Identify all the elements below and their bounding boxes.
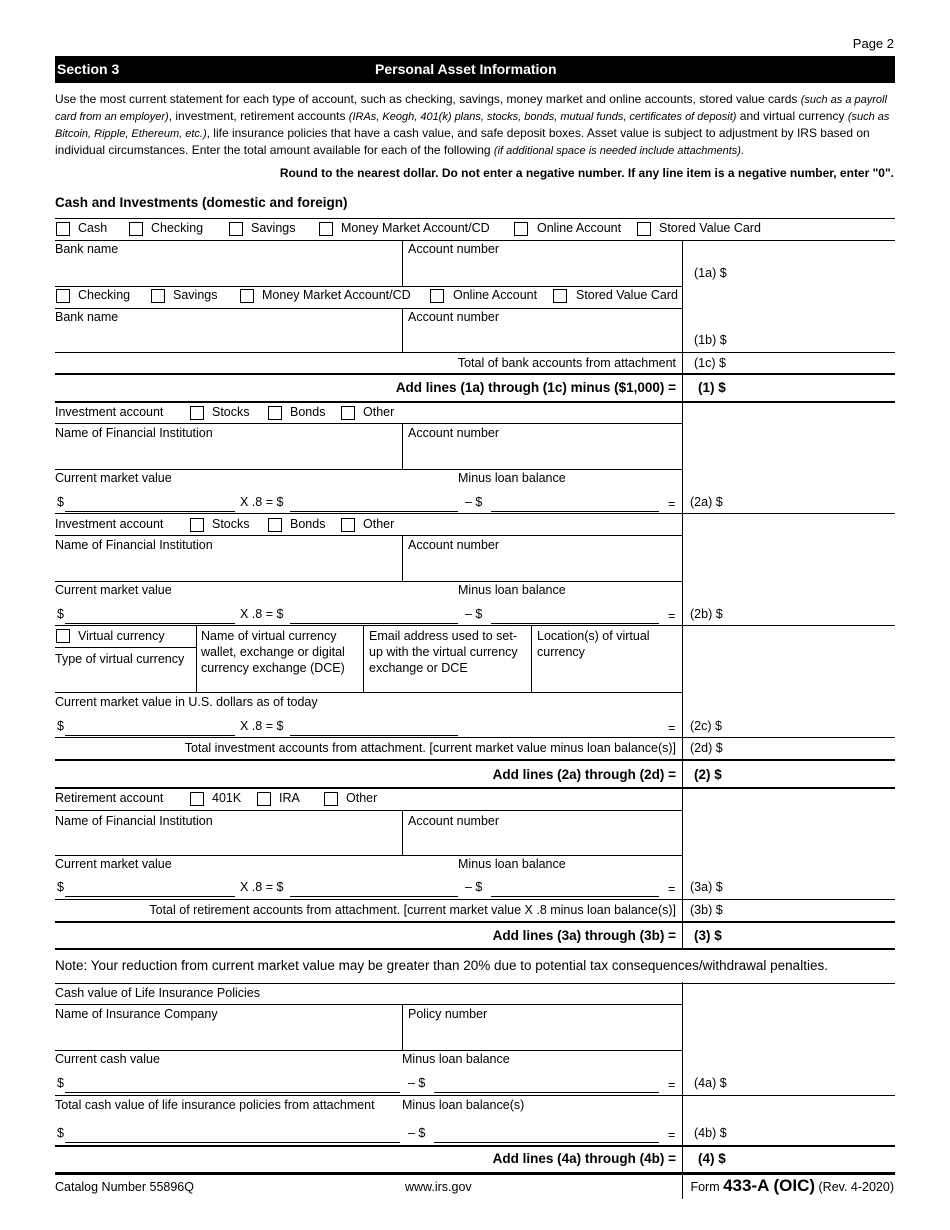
- bonds-label: Bonds: [290, 405, 326, 419]
- equals-sign-4: =: [668, 882, 676, 896]
- total-line-3[interactable]: (3) $: [694, 928, 722, 943]
- other-label-2: Other: [363, 517, 395, 531]
- other-checkbox-2[interactable]: [341, 518, 355, 532]
- minus-loan-label-2: Minus loan balance: [458, 583, 566, 597]
- stocks-checkbox-2[interactable]: [190, 518, 204, 532]
- cmv-label-2: Current market value: [55, 583, 172, 597]
- times-label: X .8 = $: [240, 495, 284, 509]
- virtual-type-label[interactable]: Type of virtual currency: [55, 652, 185, 666]
- attach-loan-input[interactable]: [434, 1142, 659, 1143]
- times-label-3: X .8 = $: [240, 719, 284, 733]
- stored-value-checkbox[interactable]: [637, 222, 651, 236]
- life-insurance-heading: Cash value of Life Insurance Policies: [55, 986, 260, 1000]
- cash-checkbox[interactable]: [56, 222, 70, 236]
- times-label-4: X .8 = $: [240, 880, 284, 894]
- checking-checkbox[interactable]: [129, 222, 143, 236]
- online-account-label-2: Online Account: [453, 288, 538, 302]
- online-account-label: Online Account: [537, 221, 622, 235]
- cash-label: Cash: [78, 221, 108, 235]
- retirement-attachment-label: Total of retirement accounts from attachment. [current market value X .8 minus loan balance(s)]: [149, 903, 676, 917]
- minus-label-6: – $: [408, 1126, 426, 1140]
- savings-checkbox[interactable]: [229, 222, 243, 236]
- virtual-cmv-label: Current market value in U.S. dollars as of today: [55, 695, 318, 709]
- policy-number-label[interactable]: Policy number: [408, 1007, 488, 1021]
- line-1c[interactable]: (1c) $: [694, 356, 726, 370]
- page-number: Page 2: [852, 36, 894, 51]
- minus-label: – $: [465, 495, 483, 509]
- bonds-checkbox-2[interactable]: [268, 518, 282, 532]
- account-number-label-2[interactable]: Account number: [408, 310, 500, 324]
- savings-label: Savings: [251, 221, 296, 235]
- checking-label-2: Checking: [78, 288, 131, 302]
- ira-checkbox[interactable]: [257, 792, 271, 806]
- investment-account-number-2[interactable]: Account number: [408, 538, 500, 552]
- checking-label: Checking: [151, 221, 204, 235]
- line-3b[interactable]: (3b) $: [690, 903, 723, 917]
- money-market-checkbox[interactable]: [319, 222, 333, 236]
- virtual-email-label[interactable]: Email address used to set-up with the virtual currency exchange or DCE: [369, 629, 518, 675]
- equals-sign-2: =: [668, 609, 676, 623]
- stocks-checkbox[interactable]: [190, 406, 204, 420]
- line-2d[interactable]: (2d) $: [690, 741, 723, 755]
- money-market-label: Money Market Account/CD: [341, 221, 490, 235]
- investment-account-number[interactable]: Account number: [408, 426, 500, 440]
- retirement-account-label: Retirement account: [55, 791, 164, 805]
- retirement-cmv-input[interactable]: [65, 896, 235, 897]
- ira-label: IRA: [279, 791, 300, 805]
- bonds-label-2: Bonds: [290, 517, 326, 531]
- loan-input-2[interactable]: [491, 623, 659, 624]
- dollar-sign: $: [57, 495, 64, 509]
- line-2a[interactable]: (2a) $: [690, 495, 723, 509]
- bonds-checkbox[interactable]: [268, 406, 282, 420]
- virtual-location-label[interactable]: Location(s) of virtual currency: [537, 629, 650, 659]
- dollar-sign-5: $: [57, 1076, 64, 1090]
- total-3-label: Add lines (3a) through (3b) =: [492, 928, 676, 943]
- round-note: Round to the nearest dollar. Do not enter a negative number. If any line item is a negative number, enter "0".: [279, 166, 894, 180]
- form-name: Form 433-A (OIC) (Rev. 4-2020): [690, 1176, 894, 1195]
- life-minus-loans-label: Minus loan balance(s): [402, 1098, 525, 1112]
- bank-attachment-label: Total of bank accounts from attachment: [457, 356, 676, 370]
- catalog-number: Catalog Number 55896Q: [55, 1180, 194, 1194]
- intro-paragraph: Use the most current statement for each type of account, such as checking, savings, money market and online accounts, stored value cards (such as a payroll card from an employer), investment, retirement accounts (IRAs, Keogh, 401(k) plans, stocks, bonds, mutual funds, certificates of deposit) and virtual currency (such as Bitcoin, Ripple, Ethereum, etc.), life insurance policies that have a cash value, and safe deposit boxes. Asset value is subject to adjustment by IRS based on individual circumstances. Enter the total amount available for each of the following (if additional space is needed include attachments).: [55, 92, 890, 157]
- retirement-other-checkbox[interactable]: [324, 792, 338, 806]
- total-line-1[interactable]: (1) $: [698, 380, 726, 395]
- total-line-4[interactable]: (4) $: [698, 1151, 726, 1166]
- life-loan-input[interactable]: [434, 1092, 659, 1093]
- checking-checkbox-2[interactable]: [56, 289, 70, 303]
- institution-label[interactable]: Name of Financial Institution: [55, 426, 213, 440]
- retirement-loan-input[interactable]: [491, 896, 659, 897]
- line-4b[interactable]: (4b) $: [694, 1126, 727, 1140]
- line-1a[interactable]: (1a) $: [694, 266, 727, 280]
- life-attachment-label: Total cash value of life insurance policies from attachment: [55, 1098, 375, 1112]
- minus-loan-label: Minus loan balance: [458, 471, 566, 485]
- other-label: Other: [363, 405, 395, 419]
- savings-checkbox-2[interactable]: [151, 289, 165, 303]
- stocks-label-2: Stocks: [212, 517, 250, 531]
- line-2b[interactable]: (2b) $: [690, 607, 723, 621]
- section-number: Section 3: [57, 61, 120, 77]
- online-account-checkbox[interactable]: [514, 222, 528, 236]
- money-market-checkbox-2[interactable]: [240, 289, 254, 303]
- bank-name-label[interactable]: Bank name: [55, 242, 119, 256]
- insurance-company-label[interactable]: Name of Insurance Company: [55, 1007, 218, 1021]
- current-cash-value-label: Current cash value: [55, 1052, 160, 1066]
- total-1-label: Add lines (1a) through (1c) minus ($1,000) =: [395, 380, 676, 395]
- minus-label-2: – $: [465, 607, 483, 621]
- dollar-sign-6: $: [57, 1126, 64, 1140]
- investment-attachment-label: Total investment accounts from attachment. [current market value minus loan balance(s)]: [184, 741, 676, 755]
- equals-sign-3: =: [668, 721, 676, 735]
- equals-sign: =: [668, 497, 676, 511]
- bank-name-label-2[interactable]: Bank name: [55, 310, 119, 324]
- retirement-minus-loan-label: Minus loan balance: [458, 857, 566, 871]
- investment-account-label: Investment account: [55, 405, 164, 419]
- line-4a[interactable]: (4a) $: [694, 1076, 727, 1090]
- institution-label-2[interactable]: Name of Financial Institution: [55, 538, 213, 552]
- minus-label-5: – $: [408, 1076, 426, 1090]
- section-title: Personal Asset Information: [375, 61, 557, 77]
- times-label-2: X .8 = $: [240, 607, 284, 621]
- total-line-2[interactable]: (2) $: [694, 767, 722, 782]
- line-3a[interactable]: (3a) $: [690, 880, 723, 894]
- cmv-input[interactable]: [65, 511, 235, 512]
- cash-heading: Cash and Investments (domestic and foreign): [55, 195, 348, 210]
- 401k-label: 401K: [212, 791, 242, 805]
- 401k-checkbox[interactable]: [190, 792, 204, 806]
- other-checkbox[interactable]: [341, 406, 355, 420]
- section-header-bar: [55, 56, 895, 83]
- retirement-institution-label[interactable]: Name of Financial Institution: [55, 814, 213, 828]
- virtual-adjusted-input[interactable]: [290, 735, 458, 736]
- attach-cash-value-input[interactable]: [65, 1142, 400, 1143]
- loan-input[interactable]: [491, 511, 659, 512]
- stocks-label: Stocks: [212, 405, 250, 419]
- line-1b[interactable]: (1b) $: [694, 333, 727, 347]
- equals-sign-5: =: [668, 1078, 676, 1092]
- account-number-label[interactable]: Account number: [408, 242, 500, 256]
- virtual-wallet-label[interactable]: Name of virtual currency wallet, exchange or digital currency exchange (DCE): [201, 629, 345, 675]
- stored-value-checkbox-2[interactable]: [553, 289, 567, 303]
- virtual-currency-checkbox[interactable]: [56, 629, 70, 643]
- retirement-adjusted-input[interactable]: [290, 896, 458, 897]
- investment-account-label-2: Investment account: [55, 517, 164, 531]
- retirement-cmv-label: Current market value: [55, 857, 172, 871]
- dollar-sign-3: $: [57, 719, 64, 733]
- irs-url[interactable]: www.irs.gov: [405, 1180, 472, 1194]
- adjusted-input[interactable]: [290, 511, 458, 512]
- dollar-sign-4: $: [57, 880, 64, 894]
- virtual-currency-label: Virtual currency: [78, 629, 165, 643]
- adjusted-input-2[interactable]: [290, 623, 458, 624]
- money-market-label-2: Money Market Account/CD: [262, 288, 411, 302]
- line-2c[interactable]: (2c) $: [690, 719, 722, 733]
- total-2-label: Add lines (2a) through (2d) =: [492, 767, 676, 782]
- cmv-label: Current market value: [55, 471, 172, 485]
- tax-note: Note: Your reduction from current market value may be greater than 20% due to potential tax consequences/withdrawal penalties.: [55, 958, 828, 973]
- dollar-sign-2: $: [57, 607, 64, 621]
- retirement-other-label: Other: [346, 791, 378, 805]
- stored-value-label: Stored Value Card: [659, 221, 761, 235]
- total-4-label: Add lines (4a) through (4b) =: [492, 1151, 676, 1166]
- online-account-checkbox-2[interactable]: [430, 289, 444, 303]
- cmv-input-2[interactable]: [65, 623, 235, 624]
- retirement-account-number[interactable]: Account number: [408, 814, 500, 828]
- savings-label-2: Savings: [173, 288, 218, 302]
- minus-label-4: – $: [465, 880, 483, 894]
- cash-value-input[interactable]: [65, 1092, 400, 1093]
- equals-sign-6: =: [668, 1128, 676, 1142]
- life-minus-loan-label: Minus loan balance: [402, 1052, 510, 1066]
- stored-value-label-2: Stored Value Card: [576, 288, 678, 302]
- virtual-cmv-input[interactable]: [65, 735, 235, 736]
